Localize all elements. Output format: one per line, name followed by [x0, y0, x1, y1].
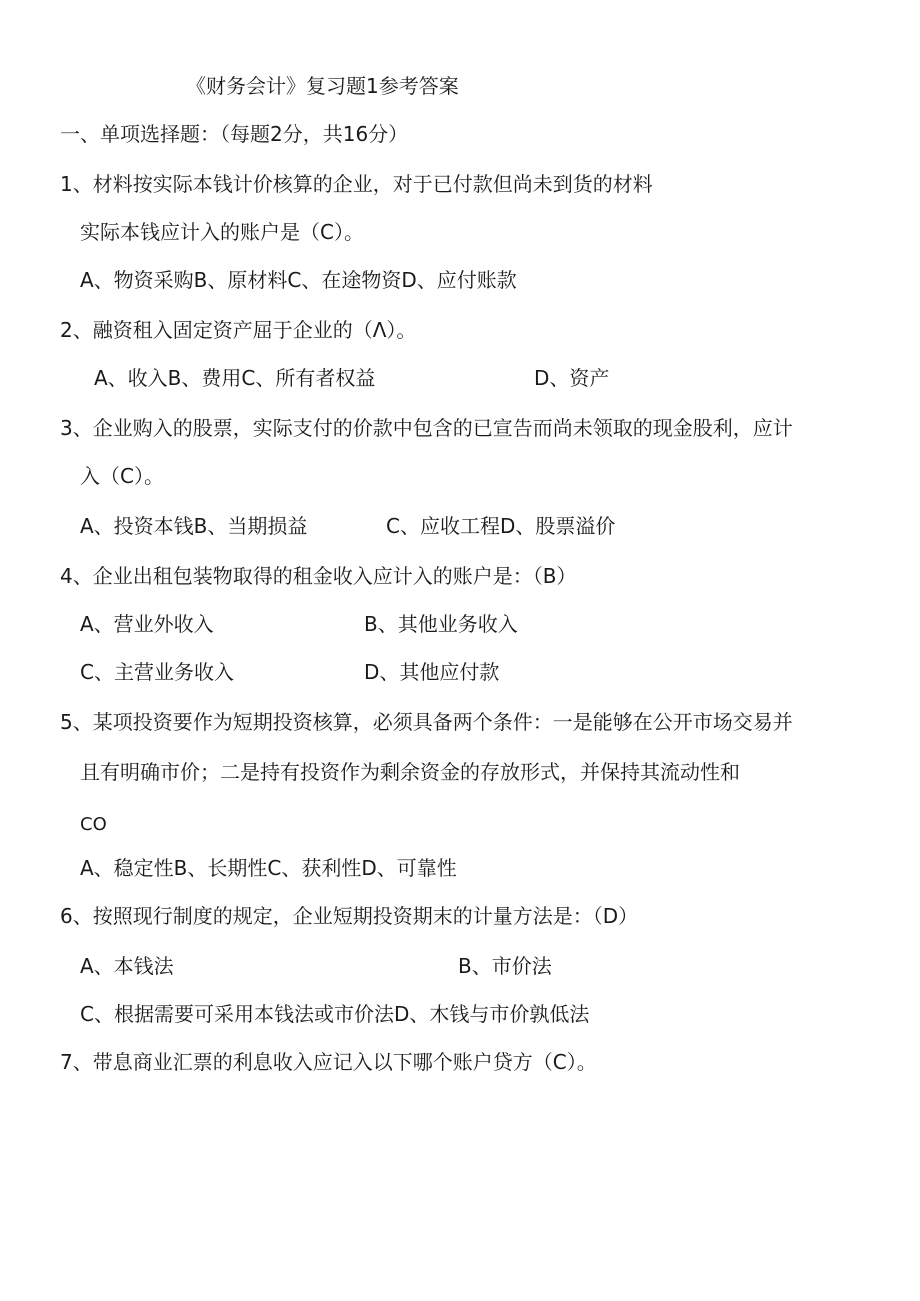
question-6-options-cd: C、根据需要可采用本钱法或市价法D、木钱与市价孰低法 [80, 1002, 590, 1026]
question-6-option-b: B、市价法 [458, 954, 552, 978]
question-1-stem-line-2: 实际本钱应计入的账户是（C）。 [80, 220, 364, 244]
question-7-stem: 7、带息商业汇票的利息收入应记入以下哪个账户贷方（C）。 [60, 1050, 597, 1074]
question-1-options: A、物资采购B、原材料C、在途物资D、应付账款 [80, 268, 517, 292]
question-5-stem-line-3: CO [80, 814, 107, 835]
question-3-options-right: C、应收工程D、股票溢价 [386, 514, 616, 538]
question-4-option-d: D、其他应付款 [364, 660, 500, 684]
question-4-option-b: B、其他业务收入 [364, 612, 518, 636]
question-1-stem-line-1: 1、材料按实际本钱计价核算的企业，对于已付款但尚未到货的材料 [60, 172, 653, 196]
section-heading: 一、单项选择题：（每题2分，共16分） [60, 122, 409, 146]
question-3-stem-line-1: 3、企业购入的股票，实际支付的价款中包含的已宣告而尚未领取的现金股利，应计 [60, 416, 793, 440]
question-5-stem-line-2: 且有明确市价；二是持有投资作为剩余资金的存放形式，并保持其流动性和 [80, 760, 740, 784]
question-4-option-c: C、主营业务收入 [80, 660, 234, 684]
document-title: 《财务会计》复习题1参考答案 [186, 74, 459, 98]
question-2-options-right: D、资产 [534, 366, 610, 390]
question-3-stem-line-2: 入（C）。 [80, 464, 164, 488]
question-5-stem-line-1: 5、某项投资要作为短期投资核算，必须具备两个条件：一是能够在公开市场交易并 [60, 710, 793, 734]
question-5-options: A、稳定性B、长期性C、获利性D、可靠性 [80, 856, 457, 880]
question-4-option-a: A、营业外收入 [80, 612, 214, 636]
question-6-option-a: A、本钱法 [80, 954, 174, 978]
question-4-stem: 4、企业出租包装物取得的租金收入应计入的账户是：（B） [60, 564, 577, 588]
question-6-stem: 6、按照现行制度的规定，企业短期投资期末的计量方法是：（D） [60, 904, 639, 928]
question-2-options-left: A、收入B、费用C、所有者权益 [94, 366, 376, 390]
question-2-stem: 2、融资租入固定资产屈于企业的（Λ）。 [60, 318, 417, 342]
question-3-options-left: A、投资本钱B、当期损益 [80, 514, 308, 538]
